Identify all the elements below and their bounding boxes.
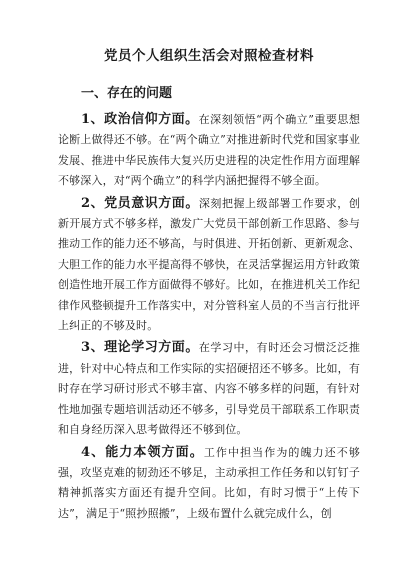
item-lead-heading: 理论学习方面。 [104, 340, 199, 356]
item-lead-heading: 能力本领方面。 [105, 444, 204, 460]
item-body-text: 在学习中，有时还会习惯泛泛推进，针对中心特点和工作实际的实招硬招还不够多。比如，有时存在学习研讨形式不够丰富、内容不够多样的问题，有针对性地加强专题培训活动还不够多，引导党员干部联系工作职责和自身经历深入思考做得还不够到位。 [58, 341, 360, 437]
item-number: 2、 [81, 195, 105, 211]
item-lead-heading: 政治信仰方面。 [104, 112, 199, 127]
document-title: 党员个人组织生活会对照检查材料 [104, 48, 314, 64]
paragraph-capability [58, 443, 360, 525]
item-body-text: 在深刻领悟“两个确立”重要思想论断上做得还不够。在“两个确立”对推进新时代党和国家事业发展、推进中华民族伟大复兴历史进程的决定性作用方面理解不够深入，对“两个确立”的科学内涵把握得不够全面。 [58, 113, 360, 188]
item-number: 4、 [81, 444, 106, 460]
paragraph-party-awareness [58, 194, 360, 337]
item-body-text: 深刻把握上级部署工作要求，创新开展方式不够多样，激发广大党员干部创新工作思路、参与推动工作的能力还不够高，与时俱进、开拓创新、更新观念、大胆工作的能力水平提高得不够快，在灵活掌握运用方针政策创造性地开展工作方面做得不够好。比如，在推进机关工作纪律作风整顿提升工作落实中，对分管科室人员的不当言行批评上纠正的不够及时。 [58, 196, 360, 333]
section-heading-problems: 一、存在的问题 [81, 86, 173, 101]
item-number: 1、 [81, 112, 105, 127]
paragraph-theory-study [58, 338, 360, 440]
paragraph-political-belief [58, 110, 360, 192]
item-body-text: 工作中担当作为的魄力还不够强，攻坚克难的韧劲还不够足，主动承担工作任务和以钉钉子精神抓落实方面还有提升空间。比如，有时习惯于“上传下达”，满足于“照抄照搬”，上级布置什么就完成什么，创 [58, 445, 360, 520]
item-lead-heading: 党员意识方面。 [104, 195, 199, 211]
item-number: 3、 [81, 340, 105, 356]
